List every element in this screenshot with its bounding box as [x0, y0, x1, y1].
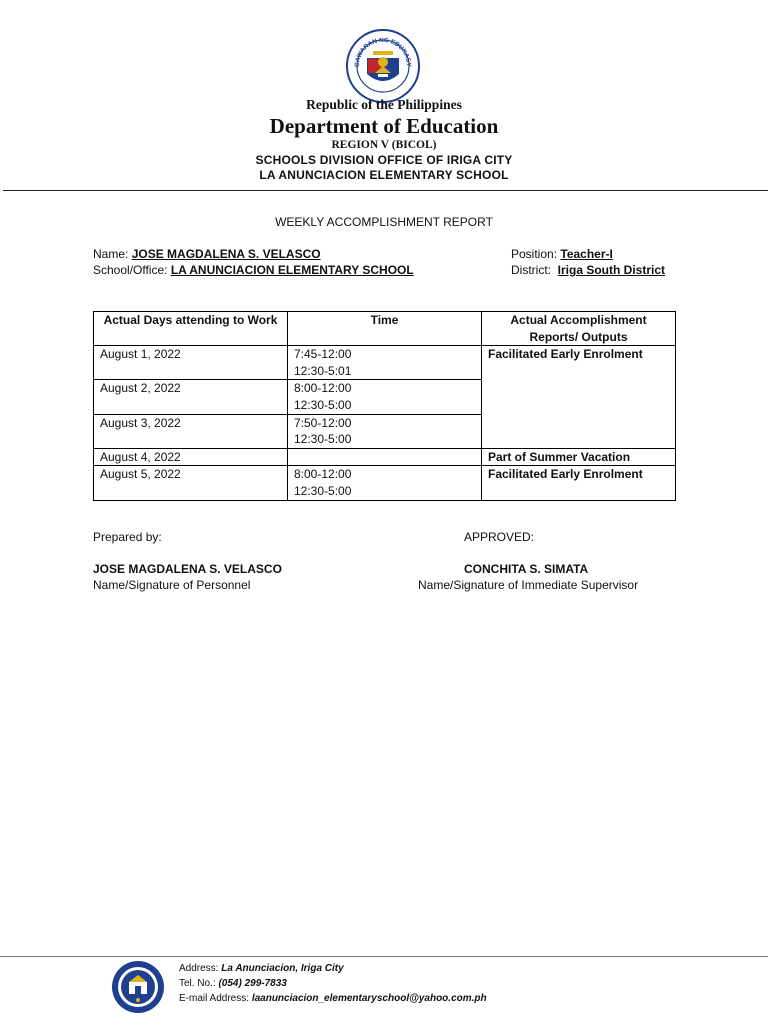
table-row	[94, 346, 676, 380]
prepared-name	[93, 562, 282, 576]
time-am: 7:45-12:00	[294, 347, 352, 362]
time-pm: 12:30-5:00	[294, 432, 352, 447]
email-label: E-mail Address:	[179, 993, 250, 1004]
accomplishment-table	[93, 311, 676, 501]
table-row	[94, 466, 676, 500]
date-cell: August 5, 2022	[94, 466, 288, 500]
position-value: Teacher-I	[560, 247, 613, 261]
region-line: REGION V (BICOL)	[331, 139, 437, 151]
name-value: JOSE MAGDALENA S. VELASCO	[131, 247, 321, 261]
prepared-label: Prepared by:	[93, 530, 162, 544]
header-time: Time	[288, 312, 482, 346]
address-label: Address:	[179, 963, 219, 974]
prepared-caption: Name/Signature of Personnel	[93, 578, 251, 592]
time-cell	[288, 380, 482, 414]
deped-seal-icon	[345, 28, 421, 104]
approved-name	[464, 562, 588, 576]
division-line: SCHOOLS DIVISION OFFICE OF IRIGA CITY	[255, 153, 513, 167]
output-cell	[482, 414, 676, 448]
position-label: Position:	[511, 247, 558, 261]
time-cell	[288, 346, 482, 380]
approved-caption: Name/Signature of Immediate Supervisor	[418, 578, 639, 592]
prepared-name-text: JOSE MAGDALENA S. VELASCO	[93, 562, 282, 576]
output-cell: Part of Summer Vacation	[482, 448, 676, 466]
header-output: Actual Accomplishment Reports/ Outputs	[482, 312, 676, 346]
district-label: District:	[511, 263, 551, 277]
date-cell: August 4, 2022	[94, 448, 288, 466]
output-cell	[482, 380, 676, 414]
report-title: WEEKLY ACCOMPLISHMENT REPORT	[275, 215, 493, 229]
date-cell: August 2, 2022	[94, 380, 288, 414]
approved-name-text: CONCHITA S. SIMATA	[464, 562, 589, 576]
footer-address	[179, 963, 344, 974]
approved-label: APPROVED:	[464, 530, 535, 544]
time-am: 8:00-12:00	[294, 381, 352, 396]
name-label: Name:	[93, 247, 129, 261]
department-title: Department of Education	[269, 114, 499, 138]
footer-divider	[0, 956, 768, 957]
district-value: Iriga South District	[557, 263, 666, 277]
header-divider	[3, 190, 768, 191]
office-label: School/Office:	[93, 263, 168, 277]
district-field	[511, 263, 665, 277]
time-pm: 12:30-5:00	[294, 397, 352, 412]
footer-email	[179, 993, 487, 1004]
time-am: 8:00-12:00	[294, 467, 352, 482]
date-cell: August 1, 2022	[94, 346, 288, 380]
output-cell: Facilitated Early Enrolment	[482, 346, 676, 380]
date-cell: August 3, 2022	[94, 414, 288, 448]
time-cell	[288, 448, 482, 466]
school-line: LA ANUNCIACION ELEMENTARY SCHOOL	[259, 168, 509, 182]
office-value: LA ANUNCIACION ELEMENTARY SCHOOL	[170, 263, 414, 277]
time-pm: 12:30-5:00	[294, 483, 352, 498]
time-cell	[288, 466, 482, 500]
address-value: La Anunciacion, Iriga City	[221, 963, 344, 974]
name-field	[93, 247, 321, 261]
school-seal-icon	[111, 960, 165, 1014]
tel-value: (054) 299-7833	[218, 978, 287, 989]
table-row	[94, 380, 676, 414]
table-row	[94, 414, 676, 448]
table-header-row	[94, 312, 676, 346]
time-cell	[288, 414, 482, 448]
email-value: laanunciacion_elementaryschool@yahoo.com.ph	[251, 993, 487, 1004]
header-days: Actual Days attending to Work	[94, 312, 288, 346]
tel-label: Tel. No.:	[179, 978, 216, 989]
position-field	[511, 247, 613, 261]
republic-line: Republic of the Philippines	[306, 97, 462, 112]
table-row	[94, 448, 676, 466]
office-field	[93, 263, 414, 277]
time-pm: 12:30-5:01	[294, 363, 352, 378]
time-am: 7:50-12:00	[294, 415, 352, 430]
footer-tel	[179, 978, 287, 989]
svg-text:KAGAWARAN NG EDUKASYON: GAWARAN NG EDUKASY	[353, 36, 413, 68]
output-cell: Facilitated Early Enrolment	[482, 466, 676, 500]
